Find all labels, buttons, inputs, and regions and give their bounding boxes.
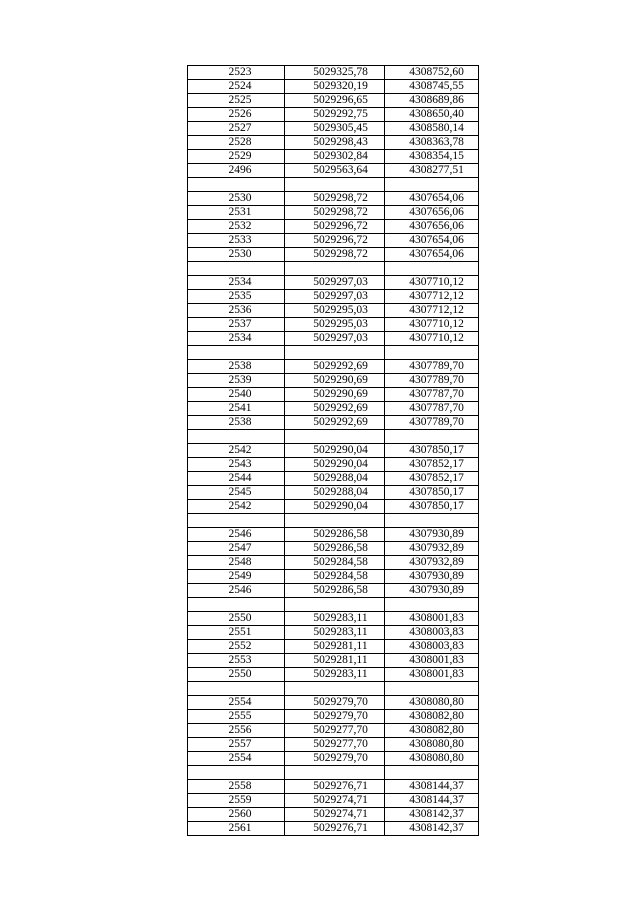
y-coordinate-cell: 4307850,17	[385, 444, 479, 458]
y-coordinate-cell	[385, 262, 479, 276]
x-coordinate-cell: 5029283,11	[285, 668, 385, 682]
y-coordinate-cell: 4308003,83	[385, 626, 479, 640]
x-coordinate-cell: 5029284,58	[285, 570, 385, 584]
y-coordinate-cell: 4307852,17	[385, 472, 479, 486]
x-coordinate-cell: 5029305,45	[285, 122, 385, 136]
x-coordinate-cell: 5029297,03	[285, 290, 385, 304]
point-number-cell	[188, 178, 285, 192]
y-coordinate-cell: 4308142,37	[385, 808, 479, 822]
y-coordinate-cell: 4307656,06	[385, 220, 479, 234]
y-coordinate-cell: 4307712,12	[385, 304, 479, 318]
y-coordinate-cell: 4308277,51	[385, 164, 479, 178]
table-row	[188, 668, 479, 682]
x-coordinate-cell: 5029295,03	[285, 318, 385, 332]
y-coordinate-cell: 4308001,83	[385, 612, 479, 626]
point-number-cell: 2545	[188, 486, 285, 500]
y-coordinate-cell: 4307850,17	[385, 500, 479, 514]
y-coordinate-cell: 4307932,89	[385, 542, 479, 556]
y-coordinate-cell	[385, 682, 479, 696]
point-number-cell: 2532	[188, 220, 285, 234]
table-row	[188, 164, 479, 178]
coordinates-table-body	[188, 66, 479, 836]
x-coordinate-cell	[285, 346, 385, 360]
x-coordinate-cell: 5029298,43	[285, 136, 385, 150]
y-coordinate-cell	[385, 430, 479, 444]
table-row	[188, 66, 479, 80]
x-coordinate-cell: 5029292,75	[285, 108, 385, 122]
x-coordinate-cell: 5029288,04	[285, 486, 385, 500]
point-number-cell	[188, 430, 285, 444]
x-coordinate-cell: 5029298,72	[285, 192, 385, 206]
x-coordinate-cell: 5029298,72	[285, 248, 385, 262]
y-coordinate-cell: 4308001,83	[385, 668, 479, 682]
table-row	[188, 486, 479, 500]
table-row	[188, 94, 479, 108]
y-coordinate-cell: 4307787,70	[385, 402, 479, 416]
y-coordinate-cell: 4308142,37	[385, 822, 479, 836]
y-coordinate-cell: 4307852,17	[385, 458, 479, 472]
x-coordinate-cell: 5029277,70	[285, 738, 385, 752]
x-coordinate-cell: 5029290,69	[285, 388, 385, 402]
point-number-cell	[188, 766, 285, 780]
point-number-cell: 2496	[188, 164, 285, 178]
point-number-cell: 2525	[188, 94, 285, 108]
y-coordinate-cell: 4308144,37	[385, 794, 479, 808]
x-coordinate-cell: 5029281,11	[285, 640, 385, 654]
x-coordinate-cell: 5029277,70	[285, 724, 385, 738]
point-number-cell: 2560	[188, 808, 285, 822]
y-coordinate-cell: 4308752,60	[385, 66, 479, 80]
y-coordinate-cell: 4307932,89	[385, 556, 479, 570]
y-coordinate-cell: 4308745,55	[385, 80, 479, 94]
y-coordinate-cell	[385, 598, 479, 612]
x-coordinate-cell: 5029290,69	[285, 374, 385, 388]
y-coordinate-cell: 4307710,12	[385, 276, 479, 290]
y-coordinate-cell: 4308080,80	[385, 696, 479, 710]
x-coordinate-cell: 5029283,11	[285, 612, 385, 626]
y-coordinate-cell: 4308080,80	[385, 738, 479, 752]
table-row	[188, 500, 479, 514]
point-number-cell	[188, 598, 285, 612]
point-number-cell	[188, 262, 285, 276]
x-coordinate-cell: 5029279,70	[285, 710, 385, 724]
table-row	[188, 416, 479, 430]
x-coordinate-cell: 5029320,19	[285, 80, 385, 94]
x-coordinate-cell: 5029276,71	[285, 780, 385, 794]
y-coordinate-cell: 4308003,83	[385, 640, 479, 654]
y-coordinate-cell: 4307712,12	[385, 290, 479, 304]
point-number-cell: 2541	[188, 402, 285, 416]
x-coordinate-cell	[285, 262, 385, 276]
table-row	[188, 808, 479, 822]
y-coordinate-cell: 4308650,40	[385, 108, 479, 122]
y-coordinate-cell: 4308001,83	[385, 654, 479, 668]
y-coordinate-cell	[385, 346, 479, 360]
table-row	[188, 136, 479, 150]
table-row	[188, 654, 479, 668]
y-coordinate-cell: 4307710,12	[385, 318, 479, 332]
x-coordinate-cell: 5029281,11	[285, 654, 385, 668]
table-row	[188, 318, 479, 332]
x-coordinate-cell: 5029286,58	[285, 542, 385, 556]
y-coordinate-cell: 4308144,37	[385, 780, 479, 794]
table-row	[188, 402, 479, 416]
table-row	[188, 304, 479, 318]
table-row	[188, 794, 479, 808]
point-number-cell	[188, 682, 285, 696]
table-row	[188, 612, 479, 626]
y-coordinate-cell: 4307789,70	[385, 416, 479, 430]
point-number-cell: 2542	[188, 500, 285, 514]
x-coordinate-cell: 5029290,04	[285, 444, 385, 458]
x-coordinate-cell: 5029274,71	[285, 794, 385, 808]
y-coordinate-cell: 4307789,70	[385, 374, 479, 388]
table-row	[188, 332, 479, 346]
table-separator-row	[188, 346, 479, 360]
point-number-cell: 2554	[188, 752, 285, 766]
y-coordinate-cell	[385, 514, 479, 528]
point-number-cell: 2536	[188, 304, 285, 318]
point-number-cell: 2527	[188, 122, 285, 136]
x-coordinate-cell: 5029276,71	[285, 822, 385, 836]
table-row	[188, 542, 479, 556]
point-number-cell	[188, 346, 285, 360]
table-row	[188, 388, 479, 402]
y-coordinate-cell: 4307930,89	[385, 570, 479, 584]
table-row	[188, 360, 479, 374]
point-number-cell: 2556	[188, 724, 285, 738]
point-number-cell: 2524	[188, 80, 285, 94]
table-row	[188, 80, 479, 94]
x-coordinate-cell: 5029292,69	[285, 416, 385, 430]
table-separator-row	[188, 766, 479, 780]
x-coordinate-cell	[285, 178, 385, 192]
y-coordinate-cell: 4308082,80	[385, 724, 479, 738]
point-number-cell: 2530	[188, 192, 285, 206]
point-number-cell: 2538	[188, 360, 285, 374]
x-coordinate-cell: 5029296,72	[285, 234, 385, 248]
table-row	[188, 108, 479, 122]
table-row	[188, 752, 479, 766]
y-coordinate-cell: 4308080,80	[385, 752, 479, 766]
point-number-cell: 2535	[188, 290, 285, 304]
table-row	[188, 374, 479, 388]
y-coordinate-cell: 4308354,15	[385, 150, 479, 164]
point-number-cell: 2553	[188, 654, 285, 668]
table-separator-row	[188, 682, 479, 696]
point-number-cell: 2523	[188, 66, 285, 80]
y-coordinate-cell	[385, 766, 479, 780]
point-number-cell: 2550	[188, 668, 285, 682]
table-row	[188, 206, 479, 220]
table-row	[188, 122, 479, 136]
y-coordinate-cell	[385, 178, 479, 192]
x-coordinate-cell	[285, 766, 385, 780]
point-number-cell: 2552	[188, 640, 285, 654]
table-row	[188, 458, 479, 472]
table-separator-row	[188, 430, 479, 444]
y-coordinate-cell: 4308580,14	[385, 122, 479, 136]
x-coordinate-cell: 5029297,03	[285, 332, 385, 346]
x-coordinate-cell: 5029302,84	[285, 150, 385, 164]
table-row	[188, 640, 479, 654]
x-coordinate-cell: 5029296,65	[285, 94, 385, 108]
table-row	[188, 556, 479, 570]
point-number-cell: 2534	[188, 332, 285, 346]
point-number-cell: 2528	[188, 136, 285, 150]
x-coordinate-cell: 5029563,64	[285, 164, 385, 178]
x-coordinate-cell	[285, 598, 385, 612]
x-coordinate-cell: 5029286,58	[285, 528, 385, 542]
x-coordinate-cell: 5029296,72	[285, 220, 385, 234]
x-coordinate-cell	[285, 430, 385, 444]
point-number-cell: 2551	[188, 626, 285, 640]
point-number-cell	[188, 514, 285, 528]
y-coordinate-cell: 4307930,89	[385, 528, 479, 542]
point-number-cell: 2533	[188, 234, 285, 248]
point-number-cell: 2544	[188, 472, 285, 486]
point-number-cell: 2543	[188, 458, 285, 472]
table-separator-row	[188, 514, 479, 528]
point-number-cell: 2540	[188, 388, 285, 402]
table-row	[188, 710, 479, 724]
x-coordinate-cell: 5029297,03	[285, 276, 385, 290]
table-row	[188, 150, 479, 164]
x-coordinate-cell: 5029325,78	[285, 66, 385, 80]
point-number-cell: 2538	[188, 416, 285, 430]
point-number-cell: 2539	[188, 374, 285, 388]
point-number-cell: 2548	[188, 556, 285, 570]
point-number-cell: 2534	[188, 276, 285, 290]
point-number-cell: 2531	[188, 206, 285, 220]
table-row	[188, 276, 479, 290]
x-coordinate-cell: 5029292,69	[285, 360, 385, 374]
point-number-cell: 2546	[188, 584, 285, 598]
x-coordinate-cell: 5029295,03	[285, 304, 385, 318]
x-coordinate-cell: 5029298,72	[285, 206, 385, 220]
y-coordinate-cell: 4307850,17	[385, 486, 479, 500]
x-coordinate-cell: 5029279,70	[285, 696, 385, 710]
x-coordinate-cell: 5029283,11	[285, 626, 385, 640]
point-number-cell: 2549	[188, 570, 285, 584]
x-coordinate-cell	[285, 682, 385, 696]
point-number-cell: 2559	[188, 794, 285, 808]
table-row	[188, 192, 479, 206]
y-coordinate-cell: 4307654,06	[385, 248, 479, 262]
point-number-cell: 2537	[188, 318, 285, 332]
table-separator-row	[188, 262, 479, 276]
y-coordinate-cell: 4308082,80	[385, 710, 479, 724]
y-coordinate-cell: 4307654,06	[385, 192, 479, 206]
table-row	[188, 822, 479, 836]
table-row	[188, 724, 479, 738]
table-row	[188, 248, 479, 262]
point-number-cell: 2530	[188, 248, 285, 262]
x-coordinate-cell: 5029284,58	[285, 556, 385, 570]
x-coordinate-cell: 5029290,04	[285, 458, 385, 472]
point-number-cell: 2547	[188, 542, 285, 556]
point-number-cell: 2557	[188, 738, 285, 752]
table-separator-row	[188, 598, 479, 612]
table-row	[188, 570, 479, 584]
point-number-cell: 2558	[188, 780, 285, 794]
point-number-cell: 2542	[188, 444, 285, 458]
x-coordinate-cell	[285, 514, 385, 528]
point-number-cell: 2561	[188, 822, 285, 836]
table-row	[188, 444, 479, 458]
point-number-cell: 2555	[188, 710, 285, 724]
x-coordinate-cell: 5029279,70	[285, 752, 385, 766]
table-row	[188, 696, 479, 710]
table-row	[188, 220, 479, 234]
y-coordinate-cell: 4307787,70	[385, 388, 479, 402]
table-row	[188, 584, 479, 598]
table-row	[188, 234, 479, 248]
y-coordinate-cell: 4307789,70	[385, 360, 479, 374]
y-coordinate-cell: 4307710,12	[385, 332, 479, 346]
table-row	[188, 290, 479, 304]
y-coordinate-cell: 4307654,06	[385, 234, 479, 248]
x-coordinate-cell: 5029292,69	[285, 402, 385, 416]
table-row	[188, 780, 479, 794]
y-coordinate-cell: 4307656,06	[385, 206, 479, 220]
table-row	[188, 738, 479, 752]
table-row	[188, 472, 479, 486]
table-row	[188, 528, 479, 542]
point-number-cell: 2550	[188, 612, 285, 626]
table-separator-row	[188, 178, 479, 192]
y-coordinate-cell: 4308363,78	[385, 136, 479, 150]
table-row	[188, 626, 479, 640]
point-number-cell: 2554	[188, 696, 285, 710]
y-coordinate-cell: 4308689,86	[385, 94, 479, 108]
point-number-cell: 2526	[188, 108, 285, 122]
x-coordinate-cell: 5029286,58	[285, 584, 385, 598]
point-number-cell: 2546	[188, 528, 285, 542]
x-coordinate-cell: 5029288,04	[285, 472, 385, 486]
point-number-cell: 2529	[188, 150, 285, 164]
y-coordinate-cell: 4307930,89	[385, 584, 479, 598]
x-coordinate-cell: 5029274,71	[285, 808, 385, 822]
x-coordinate-cell: 5029290,04	[285, 500, 385, 514]
coordinates-table	[187, 65, 479, 836]
